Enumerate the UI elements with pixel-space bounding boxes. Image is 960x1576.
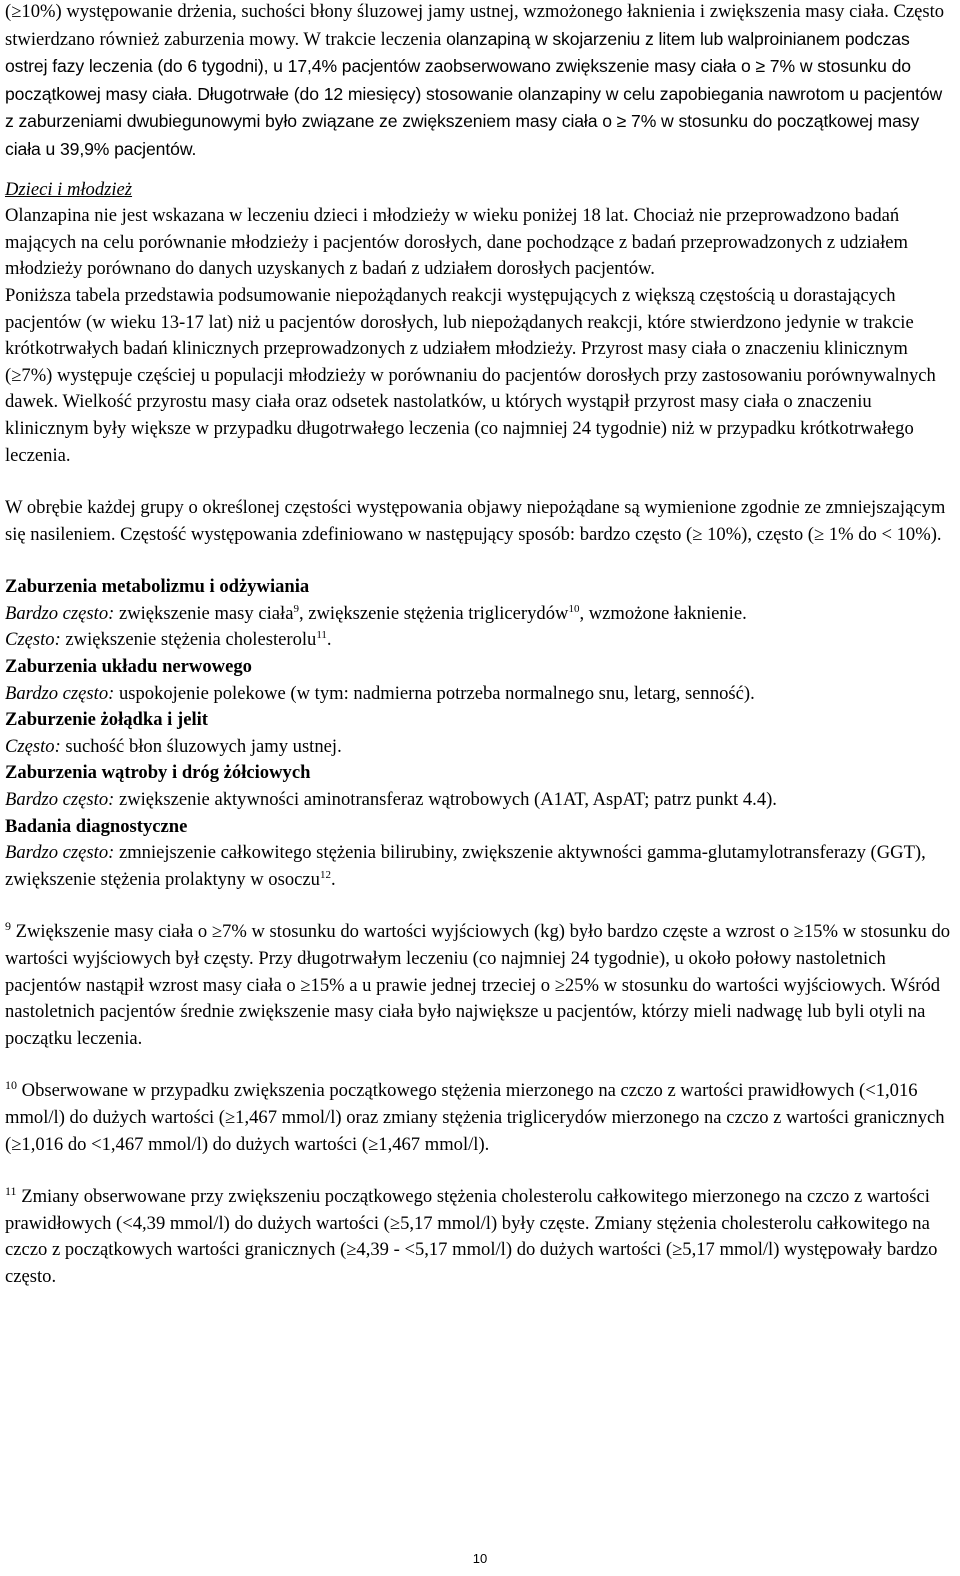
- nervous-very-common: [5, 681, 955, 708]
- footnote-ref-9: 9: [293, 602, 299, 615]
- spacer: [5, 1052, 955, 1078]
- footnote-number: 11: [5, 1184, 17, 1199]
- children-paragraph-2: Poniższa tabela przedstawia podsumowanie niepożądanych reakcji występujących z większą częstością u dorastających pacjentów (w wieku 13-17 lat) niż u pacjentów dorosłych, lub niepożądanych reakcji, które stwierdzono jedynie w trakcie krótkotrwałych badań klinicznych przeprowadzonych z udziałem młodzieży. Przyrost masy ciała o znaczeniu klinicznym (≥7%) występuje częściej u populacji młodzieży w porównaniu do pacjentów dorosłych przy zastosowaniu porównywalnych dawek. Wielkość przyrostu masy ciała oraz odsetek nastolatków, u których wystąpił przyrost masy ciała o znaczeniu klinicznym były większe w przypadku długotrwałego leczenia (co najmniej 24 tygodnie) niż w przypadku krótkotrwałego leczenia.: [5, 284, 936, 466]
- footnote-text: Obserwowane w przypadku zwiększenia początkowego stężenia mierzonego na czczo z wartości prawidłowych (<1,016 mmol/l) do dużych wartości (≥1,467 mmol/l) oraz zmiany stężenia triglicerydów mierzonego na czczo z wartości granicznych (≥1,016 do <1,467 mmol/l) do dużych wartości (≥1,467 mmol/l).: [5, 1080, 945, 1155]
- children-paragraph-1: Olanzapina nie jest wskazana w leczeniu dzieci i młodzieży w wieku poniżej 18 lat. Chociaż nie przeprowadzono badań mających na celu porównanie młodzieży i pacjentów dorosłych, dane pochodzące z badań przeprowadzonych z udziałem młodzieży porównano do danych uzyskanych z badań z udziałem dorosłych pacjentów.: [5, 205, 908, 280]
- gastro-common-text: suchość błon śluzowych jamy ustnej.: [60, 735, 342, 757]
- diagnostics-very-common-text: zmniejszenie całkowitego stężenia bilirubiny, zwiększenie aktywności gamma-glutamylotransferazy (GGT), zwiększenie stężenia prolaktyny w osoczu: [5, 842, 926, 890]
- children-heading: Dzieci i młodzież: [5, 178, 133, 200]
- spacer: [5, 548, 955, 574]
- page-number: 10: [472, 1551, 488, 1566]
- intro-text-sans: olanzapiną w skojarzeniu z litem lub walproinianem podczas ostrej fazy leczenia (do 6 tygodni), u 17,4% pacjentów zaobserwowano zwiększenie masy ciała o ≥ 7% w stosunku do początkowej masy ciała. Długotrwałe (do 12 miesięcy) stosowanie olanzapiny w celu zapobiegania nawrotom u pacjentów z zaburzeniami dwubiegunowymi było związane ze zwiększeniem masy ciała o ≥ 7% w stosunku do początkowej masy ciała u 39,9% pacjentów.: [5, 28, 943, 159]
- spacer: [5, 1158, 955, 1184]
- metabolic-very-common-text-c: , wzmożone łaknienie.: [579, 602, 747, 624]
- diagnostics-end: .: [330, 868, 336, 890]
- frequency-label: Bardzo często:: [5, 682, 115, 704]
- section-title-liver: Zaburzenia wątroby i dróg żółciowych: [5, 762, 311, 784]
- footnote-ref-11: 11: [316, 629, 327, 642]
- footnote-number: 10: [5, 1078, 17, 1093]
- section-title-nervous: Zaburzenia układu nerwowego: [5, 656, 252, 678]
- metabolic-common-text-b: .: [326, 629, 332, 651]
- frequency-label: Bardzo często:: [5, 789, 115, 811]
- frequency-note: W obrębie każdej grupy o określonej częstości występowania objawy niepożądane są wymienione zgodnie ze zmniejszającym się nasileniem. Częstość występowania zdefiniowano w następujący sposób: bardzo często (≥ 10%), często (≥ 1% do < 10%).: [5, 497, 946, 545]
- footnote-text: Zwiększenie masy ciała o ≥7% w stosunku do wartości wyjściowych (kg) było bardzo częste a wzrost o ≥15% w stosunku do wartości wyjściowych był częsty. Przy długotrwałym leczeniu (co najmniej 24 tygodnie), u około połowy nastoletnich pacjentów nastąpił wzrost masy ciała o ≥15% a u prawie jednej trzeciej o ≥25% w stosunku do wartości wyjściowych. Wśród nastoletnich pacjentów średnie zwiększenie masy ciała było największe u pacjentów, którzy mieli nadwagę lub byli otyli na początku leczenia.: [5, 921, 951, 1049]
- metabolic-common-text-a: zwiększenie stężenia cholesterolu: [60, 629, 317, 651]
- footnote-text: Zmiany obserwowane przy zwiększeniu początkowego stężenia cholesterolu całkowitego mierzonego na czczo z wartości prawidłowych (<4,39 mmol/l) do dużych wartości (≥5,17 mmol/l) były częste. Zmiany stężenia cholesterolu całkowitego na czczo z początkowych wartości granicznych (≥4,39 - <5,17 mmol/l) do dużych wartości (≥5,17 mmol/l) występowały bardzo często.: [5, 1186, 938, 1287]
- metabolic-very-common: [5, 601, 955, 628]
- metabolic-very-common-text-b: , zwiększenie stężenia triglicerydów: [298, 602, 569, 624]
- footnote-ref-10: 10: [568, 602, 580, 615]
- gastro-common: [5, 734, 955, 761]
- spacer: [5, 893, 955, 919]
- frequency-label: Często:: [5, 735, 61, 757]
- section-title-metabolic: Zaburzenia metabolizmu i odżywiania: [5, 576, 310, 598]
- spacer: [5, 469, 955, 495]
- metabolic-very-common-text-a: zwiększenie masy ciała: [114, 602, 294, 624]
- intro-text-serif: (≥10%) występowanie drżenia, suchości błony śluzowej jamy ustnej, wzmożonego łaknienia i zwiększenia masy ciała. Często stwierdzano również zaburzenia mowy. W trakcie leczenia: [5, 1, 945, 50]
- section-title-gastro: Zaburzenie żołądka i jelit: [5, 709, 208, 731]
- nervous-very-common-text: uspokojenie polekowe (w tym: nadmierna potrzeba normalnego snu, letarg, senność).: [114, 682, 755, 704]
- liver-very-common: [5, 787, 955, 814]
- section-title-diagnostics: Badania diagnostyczne: [5, 815, 188, 837]
- metabolic-common: [5, 627, 955, 654]
- frequency-label: Bardzo często:: [5, 842, 115, 864]
- frequency-label: Często:: [5, 629, 61, 651]
- footnote-11: [5, 1184, 955, 1290]
- frequency-label: Bardzo często:: [5, 602, 115, 624]
- intro-paragraph: [5, 0, 955, 164]
- footnote-ref-12: 12: [319, 868, 331, 881]
- liver-very-common-text: zwiększenie aktywności aminotransferaz wątrobowych (A1AT, AspAT; patrz punkt 4.4).: [114, 789, 777, 811]
- footnote-10: [5, 1078, 955, 1158]
- spacer: [5, 164, 955, 177]
- footnote-9: [5, 919, 955, 1052]
- document-page: [5, 0, 955, 1291]
- diagnostics-very-common: [5, 840, 955, 893]
- footnote-number: 9: [5, 919, 11, 934]
